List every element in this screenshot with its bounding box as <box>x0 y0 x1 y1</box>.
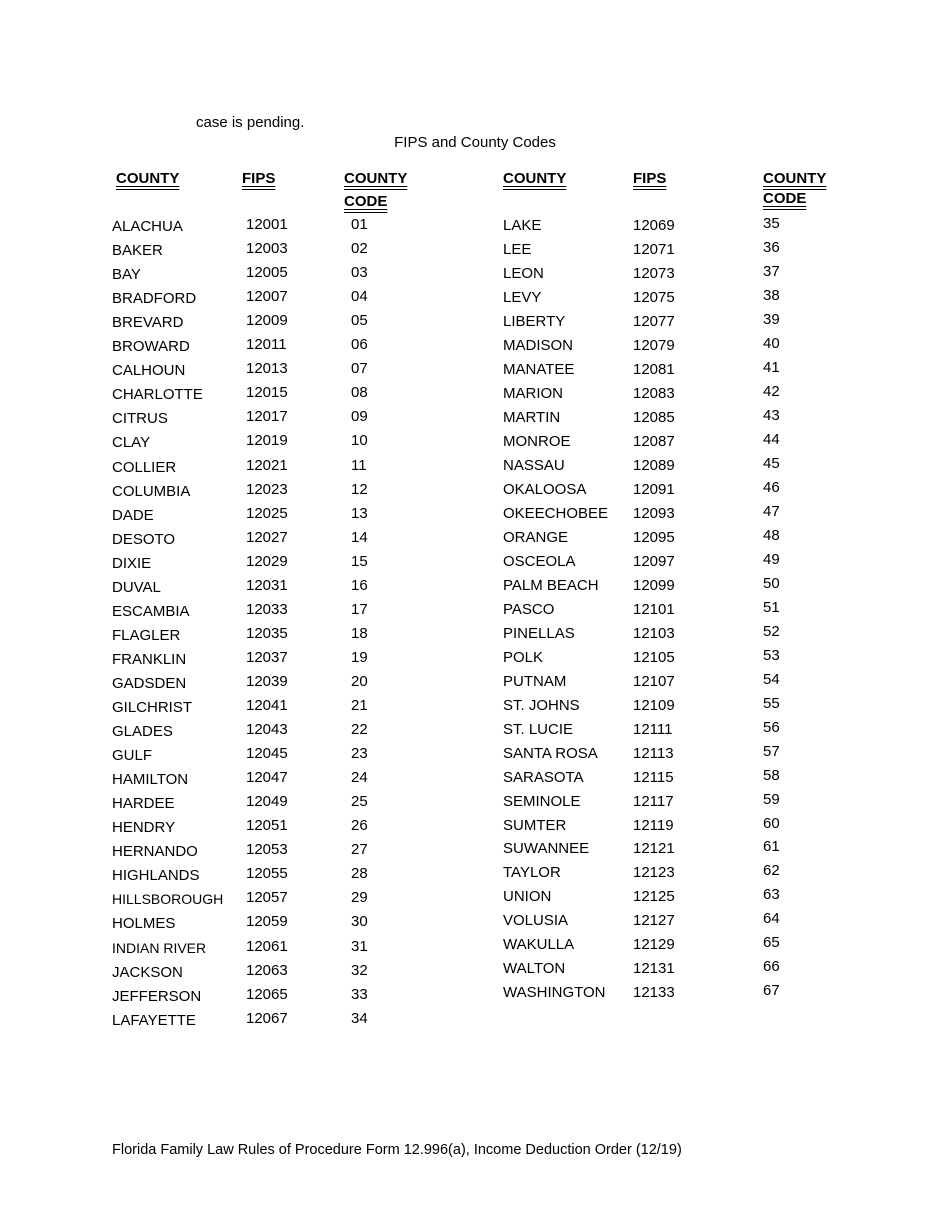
fips-code: 12029 <box>246 552 288 570</box>
county-name: BROWARD <box>112 338 190 356</box>
county-name: OKALOOSA <box>503 480 587 498</box>
fips-code: 12023 <box>246 480 288 498</box>
left-header-county-code-2: CODE <box>344 193 388 210</box>
fips-code: 12093 <box>633 504 675 522</box>
county-code: 55 <box>763 694 780 712</box>
county-code: 36 <box>763 238 780 256</box>
fips-code: 12035 <box>246 624 288 642</box>
county-name: MARION <box>503 384 563 402</box>
fips-code: 12055 <box>246 865 288 883</box>
county-name: OSCEOLA <box>503 552 576 570</box>
county-name: WASHINGTON <box>503 984 606 1002</box>
fips-code: 12085 <box>633 408 675 426</box>
county-name: COLLIER <box>112 458 177 476</box>
county-code: 15 <box>351 552 368 570</box>
county-code: 59 <box>763 790 780 808</box>
county-name: LAKE <box>503 217 542 234</box>
fips-code: 12097 <box>633 552 675 570</box>
county-code: 61 <box>763 838 780 856</box>
county-code: 34 <box>351 1009 368 1027</box>
county-name: ESCAMBIA <box>112 602 190 620</box>
fips-code: 12077 <box>633 312 675 330</box>
fips-code: 12067 <box>246 1009 288 1027</box>
fips-code: 12053 <box>246 841 288 859</box>
fips-code: 12101 <box>633 600 675 618</box>
county-name: LEE <box>503 240 532 258</box>
county-name: DESOTO <box>112 530 176 548</box>
county-code: 09 <box>351 408 368 426</box>
fips-code: 12061 <box>246 937 288 955</box>
continuation-text: case is pending. <box>196 114 305 131</box>
county-code: 67 <box>763 982 780 1000</box>
county-name: HIGHLANDS <box>112 867 200 885</box>
county-code: 23 <box>351 745 368 763</box>
county-code: 53 <box>763 646 780 664</box>
county-code: 22 <box>351 721 368 739</box>
county-code: 07 <box>351 360 368 378</box>
fips-code: 12009 <box>246 312 288 330</box>
county-code: 27 <box>351 841 368 859</box>
fips-code: 12037 <box>246 648 288 666</box>
county-code: 14 <box>351 528 368 546</box>
fips-code: 12043 <box>246 721 288 739</box>
fips-code: 12131 <box>633 960 675 978</box>
county-code: 52 <box>763 622 780 640</box>
fips-code: 12045 <box>246 745 288 763</box>
county-code: 58 <box>763 766 780 784</box>
fips-code: 12117 <box>633 792 674 810</box>
county-code: 64 <box>763 910 780 928</box>
county-code: 13 <box>351 504 368 522</box>
county-name: CITRUS <box>112 410 168 428</box>
county-name: LEON <box>503 264 544 282</box>
county-name: PALM BEACH <box>503 576 599 594</box>
county-name: PUTNAM <box>503 672 567 690</box>
fips-code: 12091 <box>633 480 675 498</box>
county-name: UNION <box>503 888 552 906</box>
right-header-county-code-2: CODE <box>763 190 807 207</box>
fips-code: 12059 <box>246 913 288 931</box>
county-code: 43 <box>763 406 780 424</box>
fips-code: 12121 <box>633 840 675 858</box>
fips-code: 12057 <box>246 889 288 907</box>
fips-code: 12013 <box>246 360 288 378</box>
fips-code: 12079 <box>633 336 675 354</box>
county-name: HARDEE <box>112 795 175 813</box>
fips-code: 12001 <box>246 216 288 233</box>
county-code: 17 <box>351 600 368 618</box>
fips-code: 12031 <box>246 576 288 594</box>
county-code: 63 <box>763 886 780 904</box>
county-name: CHARLOTTE <box>112 386 203 404</box>
county-code: 50 <box>763 574 780 592</box>
county-name: GULF <box>112 747 153 765</box>
county-code: 39 <box>763 310 780 328</box>
county-name: GLADES <box>112 723 173 741</box>
right-header-county-code-1: COUNTY <box>763 170 827 187</box>
county-name: ST. LUCIE <box>503 720 574 738</box>
fips-code: 12095 <box>633 528 675 546</box>
county-name: ORANGE <box>503 528 569 546</box>
county-name: HAMILTON <box>112 771 189 789</box>
county-code: 06 <box>351 336 368 354</box>
county-code: 57 <box>763 742 780 760</box>
county-name: DADE <box>112 506 154 524</box>
left-header-county-code-1: COUNTY <box>344 170 408 187</box>
fips-code: 12115 <box>633 768 674 786</box>
fips-code: 12011 <box>246 336 287 354</box>
fips-code: 12063 <box>246 961 288 979</box>
fips-code: 12069 <box>633 217 675 234</box>
county-name: GILCHRIST <box>112 699 193 716</box>
county-code: 47 <box>763 502 780 520</box>
fips-code: 12051 <box>246 817 288 835</box>
county-code: 30 <box>351 913 368 931</box>
county-code: 35 <box>763 215 780 232</box>
county-name: MONROE <box>503 432 571 450</box>
county-code: 62 <box>763 862 780 880</box>
county-name: BAKER <box>112 242 163 260</box>
county-name: WALTON <box>503 960 566 978</box>
fips-code: 12119 <box>633 816 674 834</box>
county-name: DUVAL <box>112 578 161 596</box>
county-name: FLAGLER <box>112 626 181 644</box>
county-code: 04 <box>351 288 368 306</box>
county-name: HOLMES <box>112 915 176 933</box>
county-name: MANATEE <box>503 360 575 378</box>
county-code: 18 <box>351 624 368 642</box>
county-code: 48 <box>763 526 780 544</box>
county-name: MARTIN <box>503 408 561 426</box>
fips-code: 12015 <box>246 384 288 402</box>
county-code: 45 <box>763 454 780 472</box>
county-name: VOLUSIA <box>503 912 569 930</box>
county-code: 16 <box>351 576 368 594</box>
fips-code: 12099 <box>633 576 675 594</box>
county-code: 51 <box>763 598 780 616</box>
county-code: 66 <box>763 958 780 976</box>
county-name: SARASOTA <box>503 768 584 786</box>
fips-code: 12007 <box>246 288 288 306</box>
county-code: 33 <box>351 985 368 1003</box>
fips-code: 12127 <box>633 912 675 930</box>
county-code: 02 <box>351 240 368 258</box>
fips-code: 12047 <box>246 769 288 787</box>
county-code: 20 <box>351 672 368 690</box>
county-code: 37 <box>763 262 780 280</box>
county-name: JEFFERSON <box>112 987 202 1005</box>
county-code: 28 <box>351 865 368 883</box>
county-name: INDIAN RIVER <box>112 939 207 956</box>
fips-code: 12005 <box>246 264 288 282</box>
county-name: LAFAYETTE <box>112 1011 196 1029</box>
fips-code: 12027 <box>246 528 288 546</box>
county-name: POLK <box>503 648 544 666</box>
county-name: PINELLAS <box>503 624 575 642</box>
fips-code: 12003 <box>246 240 288 258</box>
right-header-county: COUNTY <box>503 170 567 187</box>
county-name: SEMINOLE <box>503 792 581 810</box>
county-code: 32 <box>351 961 368 979</box>
fips-code: 12075 <box>633 288 675 306</box>
right-header-fips: FIPS <box>633 170 667 187</box>
county-name: FRANKLIN <box>112 650 187 668</box>
county-name: LIBERTY <box>503 312 566 330</box>
county-name: HENDRY <box>112 819 176 837</box>
fips-code: 12033 <box>246 600 288 618</box>
county-name: GADSDEN <box>112 674 187 692</box>
county-code: 11 <box>351 456 367 474</box>
county-name: JACKSON <box>112 963 183 981</box>
county-name: CALHOUN <box>112 362 186 380</box>
county-code: 42 <box>763 382 780 400</box>
county-code: 19 <box>351 648 368 666</box>
fips-code: 12087 <box>633 432 675 450</box>
footer-text: Florida Family Law Rules of Procedure Form 12.996(a), Income Deduction Order (12/19) <box>112 1142 682 1158</box>
fips-code: 12025 <box>246 504 288 522</box>
county-code: 21 <box>351 697 368 714</box>
county-code: 03 <box>351 264 368 282</box>
county-name: LEVY <box>503 288 542 306</box>
fips-code: 12065 <box>246 985 288 1003</box>
county-code: 38 <box>763 286 780 304</box>
county-name: COLUMBIA <box>112 482 191 500</box>
county-name: BRADFORD <box>112 290 197 308</box>
fips-code: 12019 <box>246 432 288 450</box>
county-code: 05 <box>351 312 368 330</box>
county-name: BAY <box>112 266 141 284</box>
county-code: 40 <box>763 334 780 352</box>
county-name: NASSAU <box>503 456 565 474</box>
fips-code: 12021 <box>246 456 288 474</box>
fips-code: 12049 <box>246 793 288 811</box>
page-title: FIPS and County Codes <box>394 134 556 151</box>
fips-code: 12129 <box>633 936 675 954</box>
county-code: 49 <box>763 550 780 568</box>
county-name: BREVARD <box>112 314 184 332</box>
county-name: SANTA ROSA <box>503 744 598 762</box>
county-code: 31 <box>351 937 368 955</box>
county-code: 25 <box>351 793 368 811</box>
fips-code: 12071 <box>633 240 675 258</box>
fips-code: 12083 <box>633 384 675 402</box>
county-code: 08 <box>351 384 368 402</box>
left-header-county: COUNTY <box>116 170 180 187</box>
county-name: SUWANNEE <box>503 840 590 858</box>
fips-code: 12041 <box>246 697 288 714</box>
fips-code: 12081 <box>633 360 675 378</box>
fips-code: 12111 <box>633 720 673 738</box>
fips-code: 12089 <box>633 456 675 474</box>
fips-code: 12113 <box>633 744 674 762</box>
county-code: 12 <box>351 480 368 498</box>
fips-code: 12133 <box>633 984 675 1002</box>
county-code: 26 <box>351 817 368 835</box>
county-code: 65 <box>763 934 780 952</box>
county-code: 54 <box>763 670 780 688</box>
county-name: CLAY <box>112 434 151 452</box>
fips-code: 12017 <box>246 408 288 426</box>
county-name: DIXIE <box>112 554 152 572</box>
county-code: 56 <box>763 718 780 736</box>
county-code: 41 <box>763 358 780 376</box>
county-name: PASCO <box>503 600 555 618</box>
county-code: 44 <box>763 430 780 448</box>
fips-code: 12073 <box>633 264 675 282</box>
county-name: ST. JOHNS <box>503 696 580 714</box>
county-code: 24 <box>351 769 368 787</box>
fips-code: 12123 <box>633 864 675 882</box>
county-name: OKEECHOBEE <box>503 504 609 522</box>
county-name: HILLSBOROUGH <box>112 891 224 908</box>
county-name: TAYLOR <box>503 864 561 882</box>
fips-code: 12039 <box>246 672 288 690</box>
county-code: 29 <box>351 889 368 907</box>
county-name: MADISON <box>503 336 574 354</box>
fips-code: 12105 <box>633 648 675 666</box>
fips-code: 12103 <box>633 624 675 642</box>
fips-code: 12107 <box>633 672 675 690</box>
county-name: HERNANDO <box>112 843 198 861</box>
fips-code: 12109 <box>633 696 675 714</box>
left-header-fips: FIPS <box>242 170 276 187</box>
county-code: 60 <box>763 814 780 832</box>
fips-code: 12125 <box>633 888 675 906</box>
county-code: 46 <box>763 478 780 496</box>
county-code: 10 <box>351 432 368 450</box>
county-name: WAKULLA <box>503 936 575 954</box>
county-name: ALACHUA <box>112 218 183 235</box>
county-name: SUMTER <box>503 816 567 834</box>
county-code: 01 <box>351 216 368 233</box>
